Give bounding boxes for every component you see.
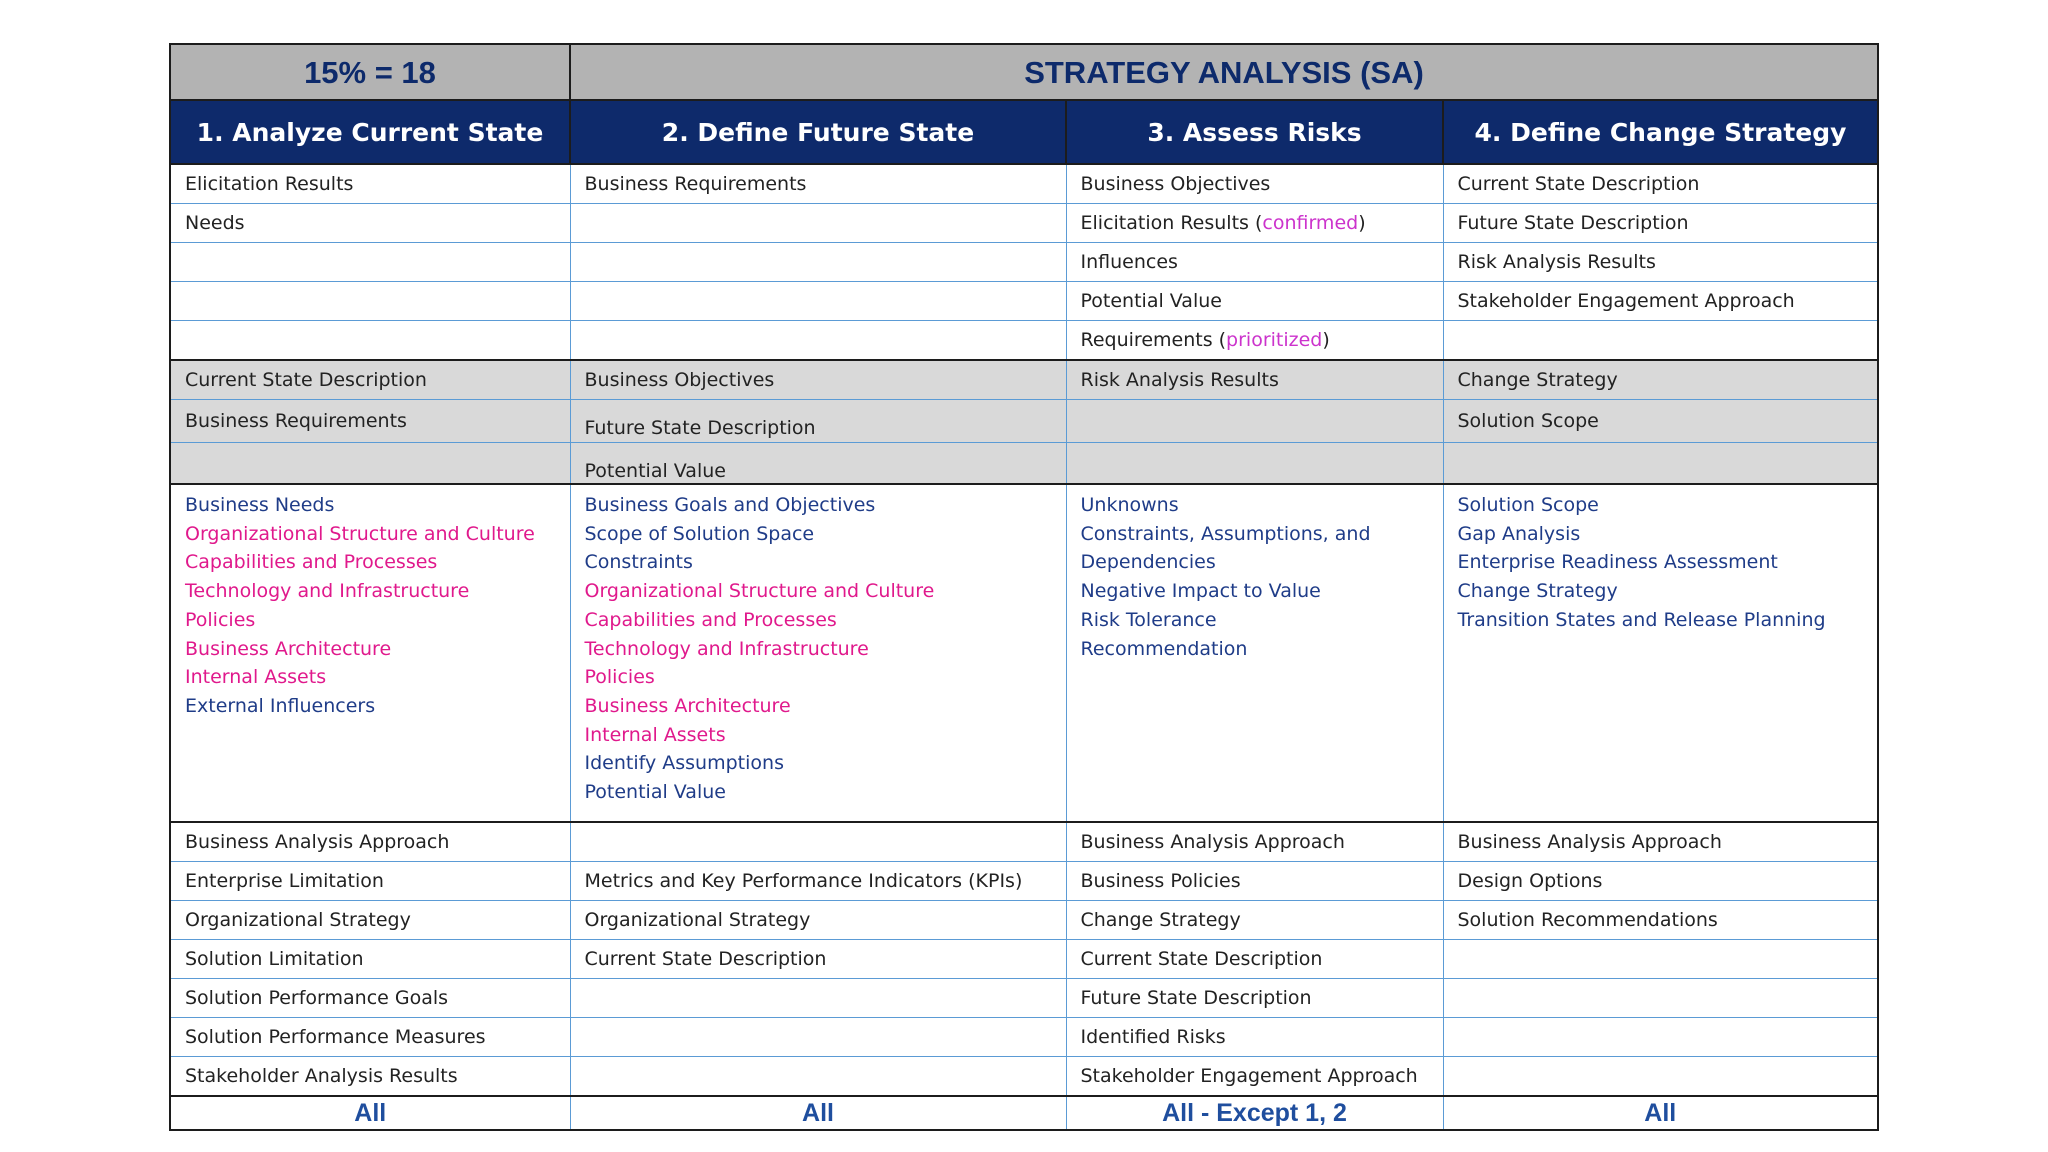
guideline-cell: Identified Risks xyxy=(1066,1018,1443,1057)
techniques-cell xyxy=(1443,484,1878,822)
grey-row xyxy=(170,400,1878,443)
grey-cell: Current State Description xyxy=(170,360,570,400)
guideline-cell: Solution Performance Measures xyxy=(170,1018,570,1057)
grey-cell: Potential Value xyxy=(570,443,1066,485)
close-paren: ) xyxy=(1322,328,1330,351)
outputs-row xyxy=(170,321,1878,361)
output-cell xyxy=(1443,321,1878,361)
guideline-cell: Business Analysis Approach xyxy=(1066,822,1443,862)
output-cell: Influences xyxy=(1066,243,1443,282)
guideline-cell xyxy=(1443,940,1878,979)
requirements-prefix: Requirements ( xyxy=(1080,328,1227,351)
output-cell xyxy=(570,243,1066,282)
task-header-3: 3. Assess Risks xyxy=(1066,100,1443,164)
output-cell xyxy=(170,243,570,282)
technique-item: Business Architecture xyxy=(185,637,392,660)
guideline-cell: Business Policies xyxy=(1066,862,1443,901)
task-header-1: 1. Analyze Current State xyxy=(170,100,570,164)
footer-cell: All xyxy=(170,1096,570,1130)
technique-item: Risk Tolerance xyxy=(1080,608,1217,631)
guideline-cell: Current State Description xyxy=(570,940,1066,979)
task-header-2: 2. Define Future State xyxy=(570,100,1066,164)
output-cell xyxy=(570,321,1066,361)
technique-item: Business Goals and Objectives xyxy=(584,494,876,516)
output-cell: Elicitation Results xyxy=(170,164,570,204)
technique-item: Capabilities and Processes xyxy=(584,608,837,631)
strategy-analysis-table xyxy=(169,43,1879,1131)
output-cell: Business Objectives xyxy=(1066,164,1443,204)
output-cell xyxy=(570,282,1066,321)
technique-item: Capabilities and Processes xyxy=(185,551,438,574)
guideline-cell: Future State Description xyxy=(1066,979,1443,1018)
grey-cell: Future State Description xyxy=(570,400,1066,443)
output-cell: Business Requirements xyxy=(570,164,1066,204)
output-cell: Stakeholder Engagement Approach xyxy=(1443,282,1878,321)
grey-cell xyxy=(1443,443,1878,485)
output-cell xyxy=(170,282,570,321)
guideline-cell: Current State Description xyxy=(1066,940,1443,979)
technique-item: Scope of Solution Space xyxy=(584,522,815,545)
technique-item: Internal Assets xyxy=(584,723,726,746)
technique-item: Solution Scope xyxy=(1457,494,1599,516)
guideline-cell: Metrics and Key Performance Indicators (KPIs) xyxy=(570,862,1066,901)
guideline-cell xyxy=(1443,1057,1878,1097)
output-cell xyxy=(570,204,1066,243)
technique-item: Dependencies xyxy=(1080,551,1216,574)
outputs-row xyxy=(170,282,1878,321)
guideline-cell xyxy=(570,1018,1066,1057)
grey-cell xyxy=(170,443,570,485)
footer-cell: All - Except 1, 2 xyxy=(1066,1096,1443,1130)
output-cell: Future State Description xyxy=(1443,204,1878,243)
technique-item: Technology and Infrastructure xyxy=(185,580,470,603)
guideline-cell: Design Options xyxy=(1443,862,1878,901)
guideline-cell: Solution Limitation xyxy=(170,940,570,979)
techniques-cell xyxy=(570,484,1066,822)
output-cell-requirements-prioritized xyxy=(1066,321,1443,361)
guideline-cell xyxy=(570,1057,1066,1097)
technique-item: Change Strategy xyxy=(1457,580,1618,603)
task-header-row xyxy=(170,100,1878,164)
title-row xyxy=(170,44,1878,100)
guideline-cell: Change Strategy xyxy=(1066,901,1443,940)
prioritized-qualifier: prioritized xyxy=(1226,328,1323,351)
grey-cell: Change Strategy xyxy=(1443,360,1878,400)
guideline-cell: Solution Recommendations xyxy=(1443,901,1878,940)
technique-item: Unknowns xyxy=(1080,494,1179,516)
technique-item: Business Needs xyxy=(185,494,335,516)
weight-cell: 15% = 18 xyxy=(170,44,570,100)
technique-item: Transition States and Release Planning xyxy=(1457,608,1826,631)
technique-item: Recommendation xyxy=(1080,637,1248,660)
technique-item: Business Architecture xyxy=(584,694,791,717)
grey-cell: Business Objectives xyxy=(570,360,1066,400)
guideline-cell: Stakeholder Analysis Results xyxy=(170,1057,570,1097)
guideline-row xyxy=(170,862,1878,901)
technique-item: Negative Impact to Value xyxy=(1080,580,1321,603)
outputs-row xyxy=(170,204,1878,243)
guideline-cell: Business Analysis Approach xyxy=(170,822,570,862)
output-cell: Needs xyxy=(170,204,570,243)
stakeholders-footer-row xyxy=(170,1096,1878,1130)
technique-item: Policies xyxy=(584,666,655,689)
close-paren: ) xyxy=(1358,211,1366,234)
elicitation-prefix: Elicitation Results ( xyxy=(1080,211,1263,234)
technique-item: Policies xyxy=(185,608,256,631)
guideline-row xyxy=(170,979,1878,1018)
grey-cell: Business Requirements xyxy=(170,400,570,443)
grey-cell: Solution Scope xyxy=(1443,400,1878,443)
guideline-cell: Organizational Strategy xyxy=(570,901,1066,940)
technique-item: Enterprise Readiness Assessment xyxy=(1457,551,1778,574)
techniques-cell xyxy=(170,484,570,822)
technique-item: Internal Assets xyxy=(185,666,327,689)
technique-item: Organizational Structure and Culture xyxy=(584,580,935,603)
confirmed-qualifier: confirmed xyxy=(1262,211,1359,234)
task-header-4: 4. Define Change Strategy xyxy=(1443,100,1878,164)
guideline-cell: Solution Performance Goals xyxy=(170,979,570,1018)
technique-item: External Influencers xyxy=(185,694,376,717)
grey-cell xyxy=(1066,400,1443,443)
guideline-cell xyxy=(1443,979,1878,1018)
guideline-row xyxy=(170,1018,1878,1057)
output-cell: Risk Analysis Results xyxy=(1443,243,1878,282)
technique-item: Technology and Infrastructure xyxy=(584,637,869,660)
knowledge-area-title: STRATEGY ANALYSIS (SA) xyxy=(570,44,1878,100)
technique-item: Constraints xyxy=(584,551,693,574)
output-cell-elicitation-confirmed xyxy=(1066,204,1443,243)
grey-cell: Risk Analysis Results xyxy=(1066,360,1443,400)
output-cell: Potential Value xyxy=(1066,282,1443,321)
grey-cell xyxy=(1066,443,1443,485)
guideline-row xyxy=(170,940,1878,979)
outputs-row xyxy=(170,243,1878,282)
grey-row xyxy=(170,443,1878,485)
outputs-row xyxy=(170,164,1878,204)
techniques-cell xyxy=(1066,484,1443,822)
technique-item: Gap Analysis xyxy=(1457,522,1581,545)
guideline-cell: Business Analysis Approach xyxy=(1443,822,1878,862)
technique-item: Potential Value xyxy=(584,781,726,804)
guideline-cell xyxy=(1443,1018,1878,1057)
grey-row xyxy=(170,360,1878,400)
footer-cell: All xyxy=(570,1096,1066,1130)
guideline-cell: Organizational Strategy xyxy=(170,901,570,940)
output-cell: Current State Description xyxy=(1443,164,1878,204)
guideline-row xyxy=(170,822,1878,862)
technique-item: Constraints, Assumptions, and xyxy=(1080,522,1371,545)
output-cell xyxy=(170,321,570,361)
guideline-cell xyxy=(570,822,1066,862)
guideline-cell: Stakeholder Engagement Approach xyxy=(1066,1057,1443,1097)
footer-cell: All xyxy=(1443,1096,1878,1130)
technique-item: Identify Assumptions xyxy=(584,752,784,775)
guideline-cell xyxy=(570,979,1066,1018)
guideline-cell: Enterprise Limitation xyxy=(170,862,570,901)
techniques-row xyxy=(170,484,1878,822)
technique-item: Organizational Structure and Culture xyxy=(185,522,535,545)
guideline-row xyxy=(170,901,1878,940)
guideline-row xyxy=(170,1057,1878,1097)
